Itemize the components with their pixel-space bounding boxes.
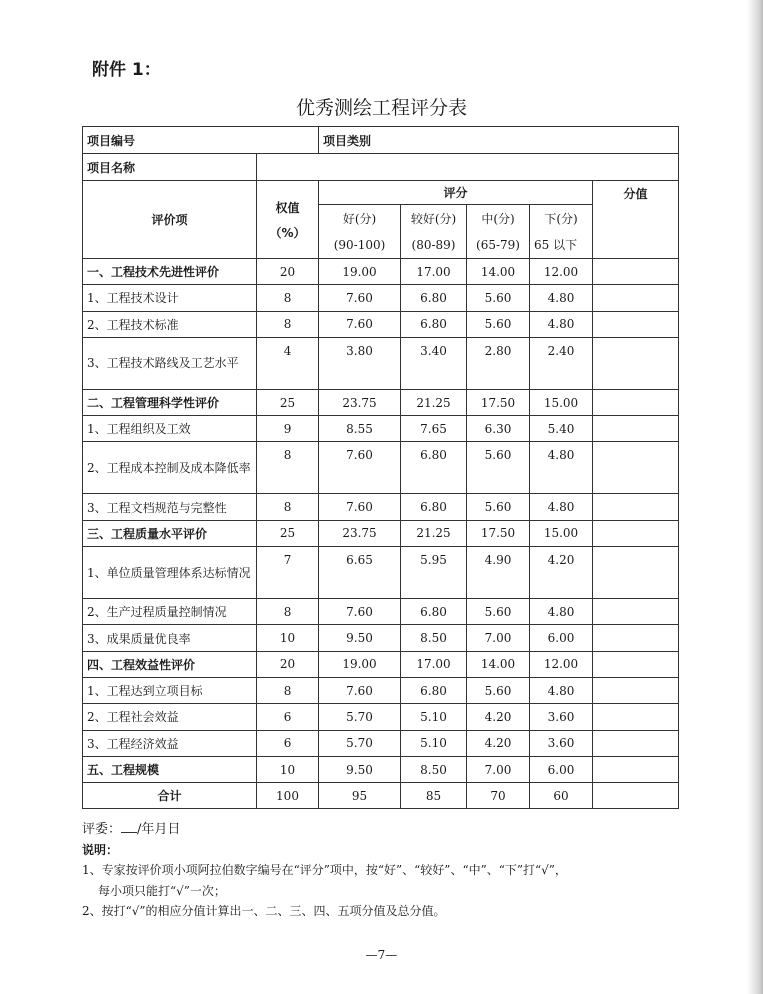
grade-low-range: 65 以下 [530, 232, 593, 259]
note-2: 2、按打“√”的相应分值计算出一、二、三、四、五项分值及总分值。 [82, 904, 446, 918]
value-cell [593, 783, 679, 809]
table-row [83, 599, 679, 625]
score-cell: 5.70 [319, 704, 401, 730]
score-cell: 7.60 [319, 285, 401, 311]
score-cell: 14.00 [467, 259, 530, 285]
value-cell [593, 547, 679, 599]
project-no-label: 项目编号 [83, 127, 319, 154]
eval-item-cell: 1、工程达到立项目标 [83, 677, 257, 703]
score-cell: 7.60 [319, 599, 401, 625]
table-row [83, 442, 679, 494]
eval-item-cell: 三、工程质量水平评价 [83, 520, 257, 546]
score-cell: 7.00 [467, 756, 530, 782]
eval-item-header: 评价项 [83, 181, 257, 259]
score-cell: 14.00 [467, 651, 530, 677]
eval-item-cell: 二、工程管理科学性评价 [83, 389, 257, 415]
value-header: 分值 [593, 181, 679, 259]
eval-item-cell: 3、工程经济效益 [83, 730, 257, 756]
attachment-label: 附件 1： [92, 60, 161, 80]
weight-cell: 8 [257, 599, 319, 625]
score-header: 评分 [319, 181, 593, 205]
score-cell: 6.80 [401, 599, 467, 625]
weight-cell: 8 [257, 677, 319, 703]
weight-cell: 20 [257, 259, 319, 285]
weight-cell: 25 [257, 389, 319, 415]
signature-date: /年月日 [137, 822, 181, 837]
eval-item-cell: 2、工程技术标准 [83, 311, 257, 337]
value-cell [593, 520, 679, 546]
weight-header-label: 权值 [275, 200, 300, 215]
score-cell: 6.80 [401, 494, 467, 520]
note-1: 1、专家按评价项小项阿拉伯数字编号在“评分”项中，按“好”、“较好”、“中”、“下”打“√”， [82, 863, 567, 877]
score-cell: 2.80 [467, 337, 530, 389]
page-title: 优秀测绘工程评分表 [295, 97, 467, 119]
value-cell [593, 704, 679, 730]
weight-cell: 8 [257, 442, 319, 494]
eval-item-cell: 五、工程规模 [83, 756, 257, 782]
score-cell: 4.80 [530, 311, 593, 337]
score-cell: 7.60 [319, 494, 401, 520]
grade-good-range: (90-100) [319, 232, 401, 259]
value-cell [593, 756, 679, 782]
score-cell: 5.10 [401, 730, 467, 756]
weight-cell: 8 [257, 285, 319, 311]
table-row [83, 520, 679, 546]
score-cell: 23.75 [319, 520, 401, 546]
score-cell: 8.55 [319, 416, 401, 442]
project-name-label: 项目名称 [83, 154, 257, 181]
score-cell: 3.60 [530, 704, 593, 730]
table-row [83, 730, 679, 756]
project-name-row [83, 154, 679, 181]
score-cell: 6.80 [401, 285, 467, 311]
score-cell: 8.50 [401, 756, 467, 782]
score-cell: 7.60 [319, 442, 401, 494]
value-cell [593, 677, 679, 703]
weight-cell: 10 [257, 625, 319, 651]
score-cell: 12.00 [530, 259, 593, 285]
weight-cell: 6 [257, 730, 319, 756]
score-cell: 17.00 [401, 259, 467, 285]
score-cell: 7.60 [319, 311, 401, 337]
weight-cell: 25 [257, 520, 319, 546]
score-cell: 21.25 [401, 389, 467, 415]
score-cell: 23.75 [319, 389, 401, 415]
weight-unit-label: （%） [269, 225, 306, 240]
eval-item-cell: 一、工程技术先进性评价 [83, 259, 257, 285]
eval-item-cell: 四、工程效益性评价 [83, 651, 257, 677]
eval-item-cell: 1、单位质量管理体系达标情况 [83, 547, 257, 599]
score-cell: 12.00 [530, 651, 593, 677]
score-cell: 4.20 [467, 704, 530, 730]
score-cell: 5.60 [467, 677, 530, 703]
score-cell: 5.40 [530, 416, 593, 442]
project-name-value [257, 154, 679, 181]
value-cell [593, 311, 679, 337]
score-cell: 7.65 [401, 416, 467, 442]
score-cell: 5.95 [401, 547, 467, 599]
table-row [83, 677, 679, 703]
score-cell: 4.80 [530, 285, 593, 311]
value-cell [593, 259, 679, 285]
score-table [82, 126, 679, 809]
score-cell: 17.00 [401, 651, 467, 677]
score-cell: 2.40 [530, 337, 593, 389]
grade-low-label: 下(分) [530, 205, 593, 232]
table-row [83, 494, 679, 520]
table-row [83, 285, 679, 311]
signature-blank [121, 820, 137, 833]
notes-heading: 说明： [82, 843, 119, 857]
score-cell: 5.60 [467, 285, 530, 311]
header-row [83, 181, 679, 205]
page-number: —7— [365, 948, 398, 962]
score-cell: 19.00 [319, 259, 401, 285]
value-cell [593, 285, 679, 311]
weight-cell: 7 [257, 547, 319, 599]
score-cell: 5.10 [401, 704, 467, 730]
score-cell: 17.50 [467, 520, 530, 546]
table-row [83, 259, 679, 285]
score-cell: 4.80 [530, 494, 593, 520]
score-cell: 21.25 [401, 520, 467, 546]
eval-item-cell: 合计 [83, 783, 257, 809]
table-row [83, 625, 679, 651]
score-cell: 6.80 [401, 442, 467, 494]
score-cell: 6.80 [401, 677, 467, 703]
value-cell [593, 494, 679, 520]
value-cell [593, 416, 679, 442]
grade-fairly-good-range: (80-89) [401, 232, 467, 259]
score-cell: 5.60 [467, 311, 530, 337]
weight-cell: 10 [257, 756, 319, 782]
score-cell: 4.80 [530, 599, 593, 625]
score-cell: 3.80 [319, 337, 401, 389]
score-cell: 4.20 [530, 547, 593, 599]
score-cell: 15.00 [530, 389, 593, 415]
table-row [83, 756, 679, 782]
value-cell [593, 442, 679, 494]
grade-fairly-good-label: 较好(分) [401, 205, 467, 232]
table-row [83, 783, 679, 809]
score-cell: 17.50 [467, 389, 530, 415]
score-cell: 5.60 [467, 599, 530, 625]
score-cell: 7.00 [467, 625, 530, 651]
weight-header [257, 181, 319, 259]
score-cell: 5.60 [467, 442, 530, 494]
score-cell: 4.80 [530, 442, 593, 494]
value-cell [593, 389, 679, 415]
eval-item-cell: 3、工程技术路线及工艺水平 [83, 337, 257, 389]
signature-label: 评委： [82, 822, 122, 837]
score-cell: 9.50 [319, 625, 401, 651]
score-cell: 3.40 [401, 337, 467, 389]
value-cell [593, 651, 679, 677]
score-cell: 6.00 [530, 625, 593, 651]
eval-item-cell: 2、工程社会效益 [83, 704, 257, 730]
value-cell [593, 337, 679, 389]
table-row [83, 704, 679, 730]
table-row [83, 389, 679, 415]
score-cell: 95 [319, 783, 401, 809]
weight-cell: 20 [257, 651, 319, 677]
eval-item-cell: 2、工程成本控制及成本降低率 [83, 442, 257, 494]
eval-item-cell: 3、工程文档规范与完整性 [83, 494, 257, 520]
score-cell: 7.60 [319, 677, 401, 703]
score-cell: 15.00 [530, 520, 593, 546]
score-cell: 70 [467, 783, 530, 809]
score-cell: 9.50 [319, 756, 401, 782]
grade-medium-range: (65-79) [467, 232, 530, 259]
score-cell: 4.90 [467, 547, 530, 599]
score-cell: 5.60 [467, 494, 530, 520]
value-cell [593, 625, 679, 651]
weight-cell: 8 [257, 311, 319, 337]
weight-cell: 100 [257, 783, 319, 809]
table-row [83, 416, 679, 442]
project-info-row [83, 127, 679, 154]
table-row [83, 651, 679, 677]
project-type-label: 项目类别 [319, 127, 679, 154]
grade-medium-label: 中(分) [467, 205, 530, 232]
score-cell: 85 [401, 783, 467, 809]
eval-item-cell: 1、工程组织及工效 [83, 416, 257, 442]
page-edge-shadow [747, 0, 763, 994]
eval-item-cell: 1、工程技术设计 [83, 285, 257, 311]
eval-item-cell: 2、生产过程质量控制情况 [83, 599, 257, 625]
weight-cell: 8 [257, 494, 319, 520]
score-cell: 6.30 [467, 416, 530, 442]
score-cell: 8.50 [401, 625, 467, 651]
score-cell: 3.60 [530, 730, 593, 756]
signature-line [82, 818, 180, 837]
score-cell: 19.00 [319, 651, 401, 677]
score-cell: 5.70 [319, 730, 401, 756]
grade-good-label: 好(分) [319, 205, 401, 232]
weight-cell: 6 [257, 704, 319, 730]
eval-item-cell: 3、成果质量优良率 [83, 625, 257, 651]
table-row [83, 337, 679, 389]
score-cell: 6.80 [401, 311, 467, 337]
score-cell: 4.20 [467, 730, 530, 756]
weight-cell: 9 [257, 416, 319, 442]
weight-cell: 4 [257, 337, 319, 389]
score-cell: 60 [530, 783, 593, 809]
note-1-continued: 每小项只能打“√”一次； [98, 884, 226, 898]
value-cell [593, 730, 679, 756]
value-cell [593, 599, 679, 625]
score-cell: 6.00 [530, 756, 593, 782]
score-cell: 6.65 [319, 547, 401, 599]
score-cell: 4.80 [530, 677, 593, 703]
table-row [83, 547, 679, 599]
table-row [83, 311, 679, 337]
